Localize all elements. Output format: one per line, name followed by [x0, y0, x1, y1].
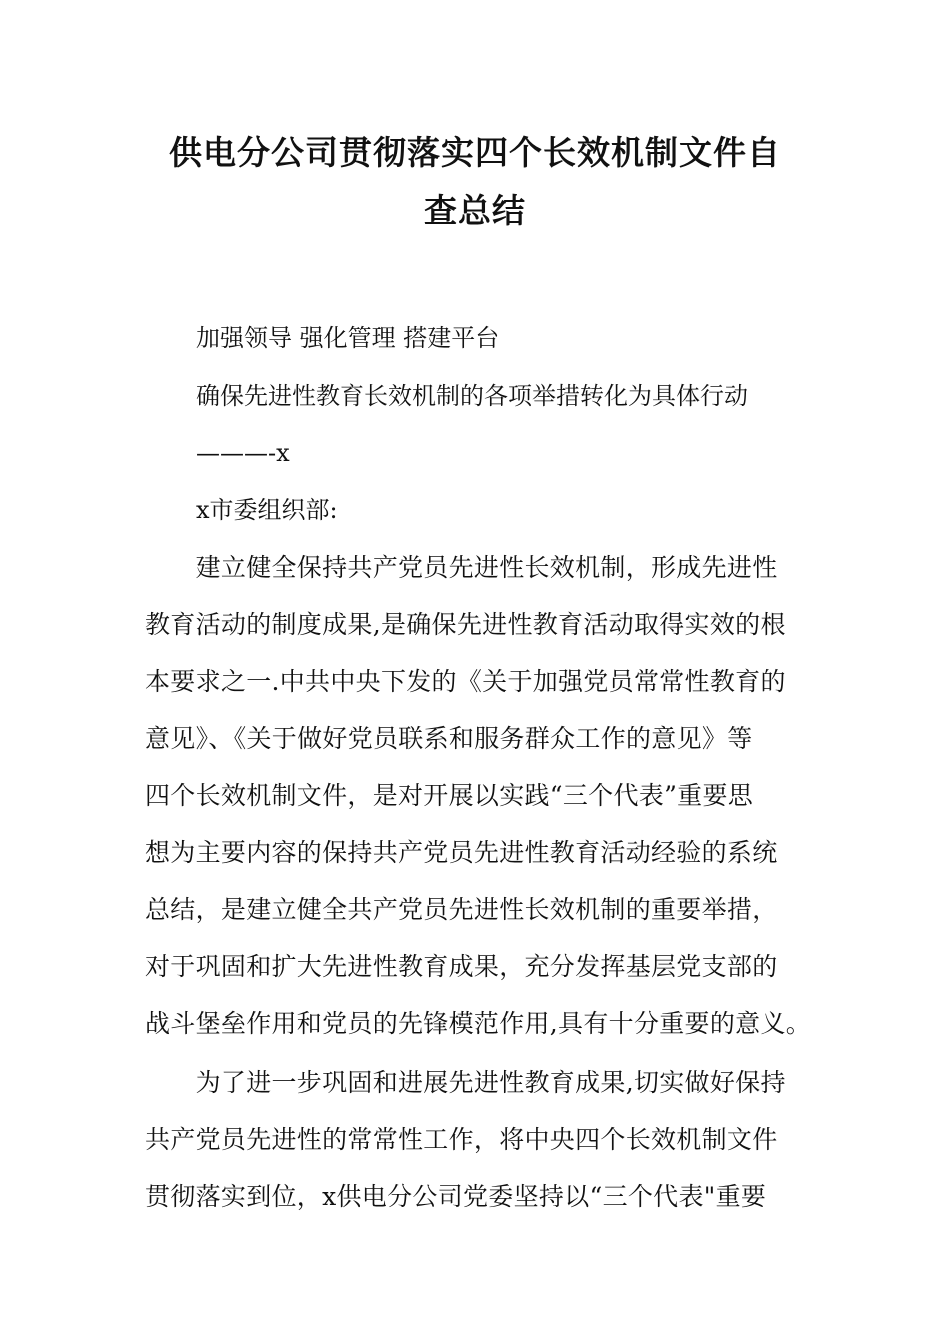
paragraph-line: 想为主要内容的保持共产党员先进性教育活动经验的系统	[145, 838, 778, 867]
paragraph-line: 战斗堡垒作用和党员的先锋模范作用,具有十分重要的意义。	[145, 1009, 812, 1038]
paragraph-line: 四个长效机制文件，是对开展以实践“三个代表”重要思	[145, 781, 754, 810]
paragraph-line: 为了进一步巩固和进展先进性教育成果,切实做好保持	[145, 1068, 786, 1097]
paragraph-line: 教育活动的制度成果,是确保先进性教育活动取得实效的根	[145, 610, 786, 639]
recipient-line: x市委组织部:	[196, 496, 338, 524]
body-paragraph-2	[145, 1054, 810, 1225]
title-line-1: 供电分公司贯彻落实四个长效机制文件自	[169, 133, 781, 172]
author-line: ———-x	[196, 439, 290, 467]
paragraph-line: 本要求之一.中共中央下发的《关于加强党员常常性教育的	[145, 667, 786, 696]
paragraph-line: 建立健全保持共产党员先进性长效机制，形成先进性	[145, 553, 778, 582]
paragraph-line: 意见》、《关于做好党员联系和服务群众工作的意见》等	[145, 724, 753, 753]
paragraph-line: 总结，是建立健全共产党员先进性长效机制的重要举措，	[145, 895, 778, 924]
subtitle: 加强领导 强化管理 搭建平台	[196, 324, 500, 352]
body-paragraph-1	[145, 539, 810, 1052]
title-line-2: 查总结	[424, 191, 526, 230]
paragraph-line: 贯彻落实到位，x供电分公司党委坚持以“三个代表"重要	[145, 1182, 767, 1211]
document-title	[145, 124, 805, 240]
paragraph-line: 对于巩固和扩大先进性教育成果，充分发挥基层党支部的	[145, 952, 778, 981]
paragraph-line: 共产党员先进性的常常性工作，将中央四个长效机制文件	[145, 1125, 778, 1154]
subheading: 确保先进性教育长效机制的各项举措转化为具体行动	[196, 382, 748, 410]
